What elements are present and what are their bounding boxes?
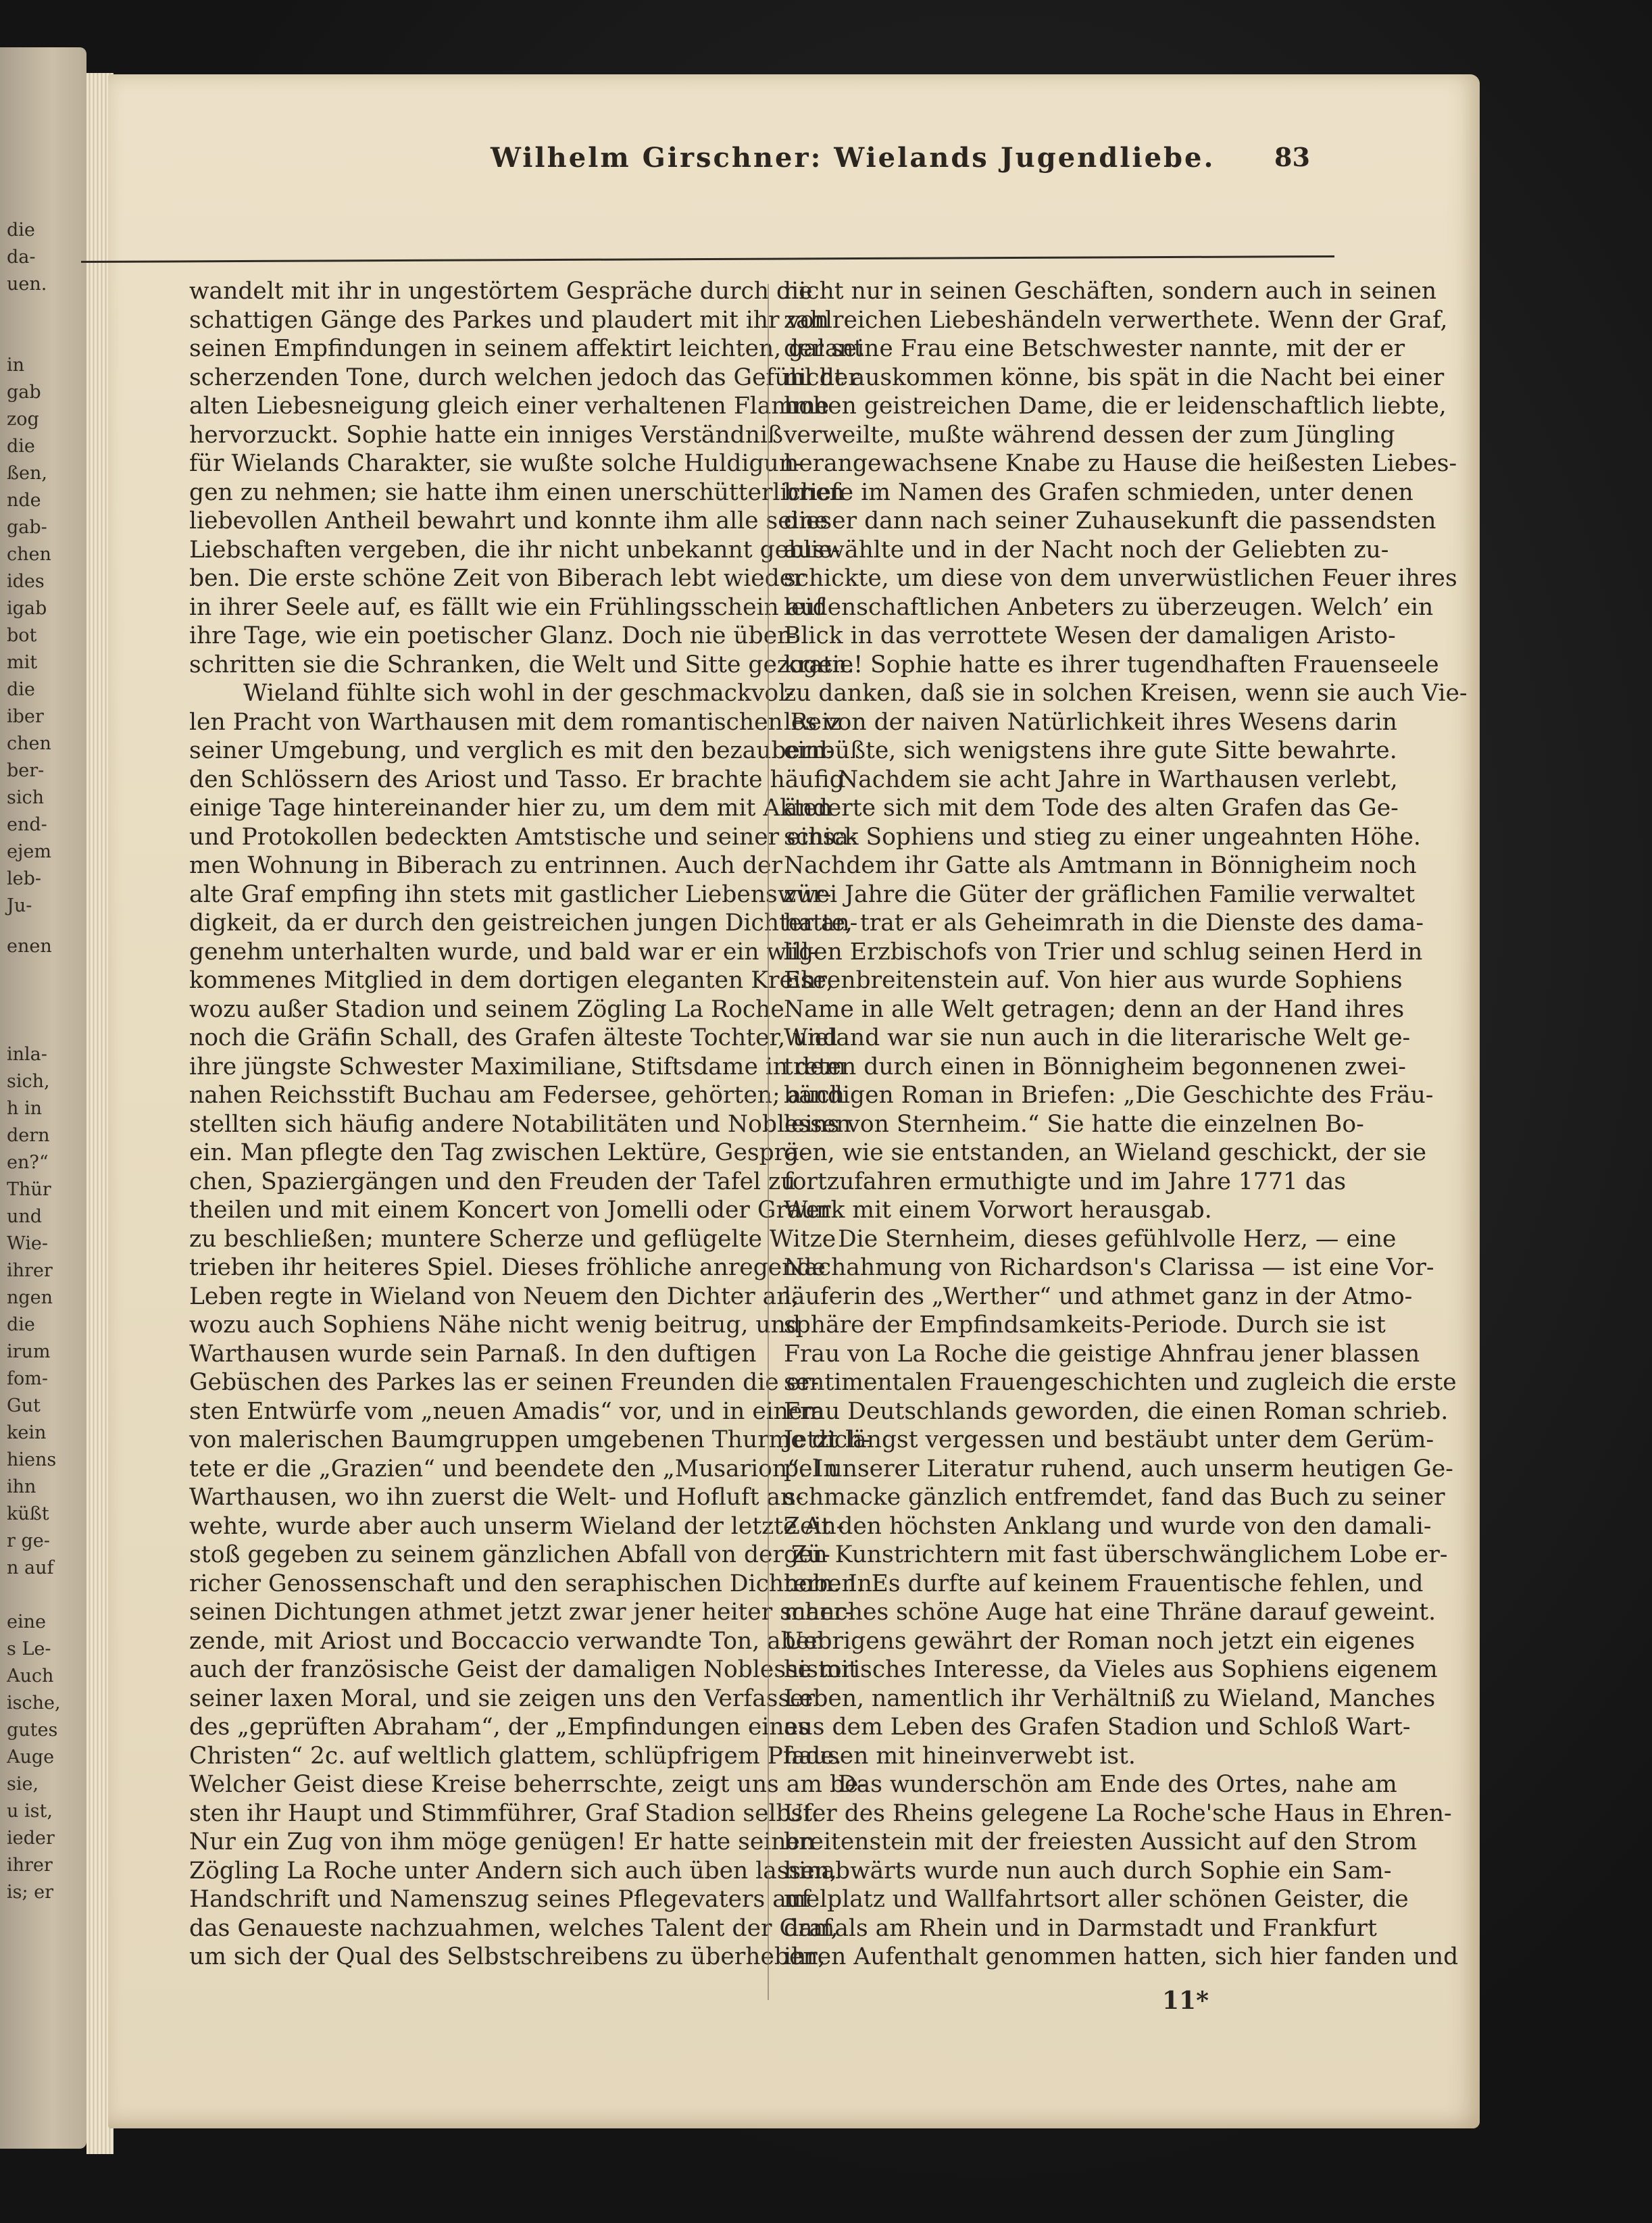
left-page-fragment: sich bbox=[7, 787, 45, 808]
left-page-fragment: kein bbox=[7, 1422, 47, 1443]
left-page-fragment: enen bbox=[7, 936, 52, 957]
text-line: von malerischen Baumgruppen umgebenen Thurme dich- bbox=[189, 1426, 871, 1453]
text-line: gen Kunstrichtern mit fast überschwänglichem Lobe er- bbox=[784, 1541, 1448, 1568]
text-line: richer Genossenschaft und den seraphischen Dichtern. In bbox=[189, 1570, 872, 1597]
text-line: ligen Erzbischofs von Trier und schlug seinen Herd in bbox=[784, 938, 1423, 966]
text-line: Das wunderschön am Ende des Ortes, nahe am bbox=[838, 1771, 1397, 1798]
text-line: kratie! Sophie hatte es ihrer tugendhaften Frauenseele bbox=[784, 651, 1439, 678]
page-number: 83 bbox=[1274, 142, 1310, 172]
text-line: alten Liebesneigung gleich einer verhaltenen Flamme bbox=[189, 393, 830, 420]
text-line: Nachahmung von Richardson's Clarissa — ist eine Vor- bbox=[784, 1254, 1434, 1281]
text-line: Welcher Geist diese Kreise beherrschte, zeigt uns am be- bbox=[189, 1771, 867, 1798]
left-page-fragment: is; er bbox=[7, 1882, 54, 1903]
text-line: sten Entwürfe vom „neuen Amadis“ vor, und in einem bbox=[189, 1397, 825, 1425]
text-line: dieser dann nach seiner Zuhausekunft die passendsten bbox=[784, 507, 1436, 534]
left-page-fragment: iber bbox=[7, 706, 44, 727]
text-line: Wieland fühlte sich wohl in der geschmackvol- bbox=[243, 680, 794, 707]
left-page-fragment: irum bbox=[7, 1341, 51, 1362]
text-line: hausen mit hineinverwebt ist. bbox=[784, 1742, 1136, 1770]
text-line: zwei Jahre die Güter der gräflichen Familie verwaltet bbox=[784, 880, 1415, 908]
text-line: für Wielands Charakter, sie wußte solche Huldigun- bbox=[189, 450, 802, 477]
left-page-fragment: hiens bbox=[7, 1449, 57, 1470]
text-line: der seine Frau eine Betschwester nannte, mit der er bbox=[784, 335, 1405, 362]
page-header bbox=[85, 142, 1355, 182]
left-page-fragment: gab bbox=[7, 382, 41, 403]
text-line: nahen Reichsstift Buchau am Federsee, gehörten; auch bbox=[189, 1082, 845, 1109]
left-page-fragment: sie, bbox=[7, 1774, 39, 1795]
text-line: wandelt mit ihr in ungestörtem Gespräche durch die bbox=[189, 278, 813, 305]
text-line: nicht auskommen könne, bis spät in die Nacht bei einer bbox=[784, 364, 1445, 391]
text-line: ein. Man pflegte den Tag zwischen Lektüre, Gesprä- bbox=[189, 1139, 807, 1166]
left-page-fragment: gutes bbox=[7, 1720, 58, 1741]
left-page-fragment: ber- bbox=[7, 760, 45, 781]
text-line: Zögling La Roche unter Andern sich auch üben lassen, bbox=[189, 1857, 837, 1884]
text-line: änderte sich mit dem Tode des alten Grafen das Ge- bbox=[784, 795, 1399, 822]
left-page-fragment: Auge bbox=[7, 1747, 55, 1768]
left-page-fragment: uen. bbox=[7, 274, 47, 295]
text-line: Ehrenbreitenstein auf. Von hier aus wurde Sophiens bbox=[784, 967, 1403, 994]
text-line: Handschrift und Namenszug seines Pflegevaters auf bbox=[189, 1886, 810, 1913]
left-page-fragment: Auch bbox=[7, 1666, 54, 1687]
left-page-fragment: ides bbox=[7, 571, 45, 592]
left-page-fragment: r ge- bbox=[7, 1530, 50, 1551]
text-line: kommenes Mitglied in dem dortigen eleganten Kreise, bbox=[189, 967, 834, 994]
text-line: seinen Empfindungen in seinem affektirt leichten, galant bbox=[189, 335, 863, 362]
text-line: briefe im Namen des Grafen schmieden, unter denen bbox=[784, 478, 1413, 506]
text-line: gen zu nehmen; sie hatte ihm einen unerschütterlichen bbox=[189, 478, 845, 506]
left-page-fragment: ngen bbox=[7, 1287, 53, 1308]
text-line: gen, wie sie entstanden, an Wieland geschickt, der sie bbox=[784, 1139, 1427, 1166]
text-line: manches schöne Auge hat eine Thräne darauf geweint. bbox=[784, 1599, 1436, 1626]
text-line: auswählte und in der Nacht noch der Geliebten zu- bbox=[784, 536, 1389, 564]
text-line: Warthausen, wo ihn zuerst die Welt- und Hofluft an- bbox=[189, 1484, 803, 1511]
text-line: leidenschaftlichen Anbeters zu überzeugen. Welch’ ein bbox=[784, 593, 1434, 621]
text-line: Leben regte in Wieland von Neuem den Dichter an, bbox=[189, 1282, 799, 1310]
text-line: sentimentalen Frauengeschichten und zugleich die erste bbox=[784, 1369, 1457, 1396]
left-page-fragment: chen bbox=[7, 733, 51, 754]
text-line: chen, Spaziergängen und den Freuden der Tafel zu bbox=[189, 1168, 796, 1195]
running-title: Wilhelm Girschner: Wielands Jugendliebe. bbox=[491, 142, 1216, 174]
text-line: trieben ihr heiteres Spiel. Dieses fröhliche anregende bbox=[189, 1254, 826, 1281]
text-line: hohen geistreichen Dame, die er leidenschaftlich liebte, bbox=[784, 393, 1447, 420]
left-page-fragment: dern bbox=[7, 1125, 50, 1146]
text-line: Nur ein Zug von ihm möge genügen! Er hatte seinen bbox=[189, 1828, 816, 1855]
text-line: ihre Tage, wie ein poetischer Glanz. Doch nie über- bbox=[189, 622, 797, 649]
text-line: hinabwärts wurde nun auch durch Sophie ein Sam- bbox=[784, 1857, 1392, 1884]
text-line: herangewachsene Knabe zu Hause die heißesten Liebes- bbox=[784, 450, 1457, 477]
left-page-fragment: mit bbox=[7, 652, 38, 673]
signature-mark: 11* bbox=[1162, 1987, 1209, 2015]
text-line: ihre jüngste Schwester Maximiliane, Stiftsdame in dem bbox=[189, 1053, 847, 1080]
left-page-fragment: die bbox=[7, 1314, 35, 1335]
left-page-fragment: igab bbox=[7, 598, 47, 619]
text-line: schickte, um diese von dem unverwüstlichen Feuer ihres bbox=[784, 565, 1457, 592]
text-line: les von der naiven Natürlichkeit ihres Wesens darin bbox=[784, 708, 1397, 736]
left-page-fragment: leb- bbox=[7, 868, 42, 889]
text-line: Die Sternheim, dieses gefühlvolle Herz, — eine bbox=[838, 1225, 1397, 1253]
text-line: nicht nur in seinen Geschäften, sondern auch in seinen bbox=[784, 278, 1437, 305]
text-line: hoben. Es durfte auf keinem Frauentische fehlen, und bbox=[784, 1570, 1424, 1597]
text-line: Blick in das verrottete Wesen der damaligen Aristo- bbox=[784, 622, 1396, 649]
text-line: ben. Die erste schöne Zeit von Biberach lebt wieder bbox=[189, 565, 805, 592]
left-page-fragment: zog bbox=[7, 409, 39, 430]
left-page-fragment: gab- bbox=[7, 517, 47, 538]
text-line: alte Graf empfing ihn stets mit gastlicher Liebenswür- bbox=[189, 880, 832, 908]
text-line: tete er die „Grazien“ und beendete den „Musarion“. In bbox=[189, 1455, 838, 1482]
text-line: historisches Interesse, da Vieles aus Sophiens eigenem bbox=[784, 1656, 1438, 1683]
text-line: läuferin des „Werther“ und athmet ganz in der Atmo- bbox=[784, 1282, 1413, 1310]
left-page-fragment: end- bbox=[7, 814, 47, 835]
left-page-fragment: u ist, bbox=[7, 1801, 53, 1822]
left-page-fragment: chen bbox=[7, 544, 51, 565]
text-line: schick Sophiens und stieg zu einer ungeahnten Höhe. bbox=[784, 823, 1421, 851]
left-page-fragment: h in bbox=[7, 1098, 42, 1119]
text-line: einige Tage hintereinander hier zu, um dem mit Akten bbox=[189, 795, 832, 822]
text-line: stoß gegeben zu seinem gänzlichen Abfall von der Zü- bbox=[189, 1541, 830, 1568]
text-line: des „geprüften Abraham“, der „Empfindungen eines bbox=[189, 1714, 810, 1741]
text-line: wehte, wurde aber auch unserm Wieland der letzte An- bbox=[189, 1512, 845, 1540]
left-page-fragment: und bbox=[7, 1206, 43, 1227]
text-line: Nachdem ihr Gatte als Amtmann in Bönnigheim noch bbox=[784, 852, 1417, 879]
text-line: bändigen Roman in Briefen: „Die Geschichte des Fräu- bbox=[784, 1082, 1434, 1109]
left-page-fragment: ihrer bbox=[7, 1855, 53, 1876]
text-line: scherzenden Tone, durch welchen jedoch das Gefühl der bbox=[189, 364, 859, 391]
left-page-fragment: eine bbox=[7, 1612, 46, 1632]
text-line: und Protokollen bedeckten Amtstische und seiner einsa- bbox=[189, 823, 857, 851]
text-line: Liebschaften vergeben, die ihr nicht unbekannt geblie- bbox=[189, 536, 841, 564]
text-line: seinen Dichtungen athmet jetzt zwar jener heiter scher- bbox=[189, 1599, 853, 1626]
column-divider bbox=[768, 284, 769, 2000]
text-line: Leben, namentlich ihr Verhältniß zu Wieland, Manches bbox=[784, 1684, 1436, 1712]
text-line: genehm unterhalten wurde, und bald war er ein will- bbox=[189, 938, 817, 966]
text-line: Warthausen wurde sein Parnaß. In den duftigen bbox=[189, 1340, 757, 1368]
text-line: Uebrigens gewährt der Roman noch jetzt ein eigenes bbox=[784, 1627, 1416, 1655]
text-line: um sich der Qual des Selbstschreibens zu überheben, bbox=[189, 1943, 826, 1970]
text-line: digkeit, da er durch den geistreichen jungen Dichter an- bbox=[189, 909, 858, 936]
text-line: Nachdem sie acht Jahre in Warthausen verlebt, bbox=[838, 766, 1398, 793]
text-line: das Genaueste nachzuahmen, welches Talent der Graf, bbox=[189, 1914, 838, 1942]
text-line: men Wohnung in Biberach zu entrinnen. Auch der bbox=[189, 852, 782, 879]
left-page-fragment: die bbox=[7, 436, 35, 457]
text-line: seiner Umgebung, und verglich es mit den bezaubern- bbox=[189, 737, 834, 764]
text-line: stellten sich häufig andere Notabilitäten und Noblessen bbox=[189, 1110, 851, 1138]
text-line: theilen und mit einem Koncert von Jomelli oder Graun bbox=[189, 1197, 831, 1224]
left-page-fragment: da- bbox=[7, 247, 36, 268]
left-page-fragment: fom- bbox=[7, 1368, 48, 1389]
text-line: Gebüschen des Parkes las er seinen Freunden die er- bbox=[189, 1369, 820, 1396]
left-page-fragment: ihn bbox=[7, 1476, 36, 1497]
left-page-fragment: ejem bbox=[7, 841, 51, 862]
text-line: schritten sie die Schranken, die Welt und Sitte gezogen. bbox=[189, 651, 855, 678]
text-line: Name in alle Welt getragen; denn an der Hand ihres bbox=[784, 995, 1405, 1023]
left-page-fragment: sich, bbox=[7, 1071, 50, 1092]
column-right bbox=[784, 277, 1468, 1972]
text-line: den Schlössern des Ariost und Tasso. Er brachte häufig bbox=[189, 766, 845, 793]
text-line: hatte, trat er als Geheimrath in die Dienste des dama- bbox=[784, 909, 1424, 936]
text-line: schattigen Gänge des Parkes und plaudert mit ihr von bbox=[189, 306, 829, 334]
left-page-fragment: Ju- bbox=[7, 895, 32, 916]
left-page-fragment: ische, bbox=[7, 1693, 61, 1714]
text-line: Frau Deutschlands geworden, die einen Roman schrieb. bbox=[784, 1397, 1449, 1425]
column-left bbox=[189, 277, 872, 1972]
left-page-fragment: Gut bbox=[7, 1395, 41, 1416]
text-line: zende, mit Ariost und Boccaccio verwandte Ton, aber bbox=[189, 1627, 821, 1655]
text-line: Jetzt längst vergessen und bestäubt unter dem Gerüm- bbox=[784, 1426, 1434, 1453]
text-line: Ufer des Rheins gelegene La Roche'sche Haus in Ehren- bbox=[784, 1799, 1452, 1827]
text-line: breitenstein mit der freiesten Aussicht auf den Strom bbox=[784, 1828, 1418, 1855]
text-line: Frau von La Roche die geistige Ahnfrau jener blassen bbox=[784, 1340, 1420, 1368]
text-line: Christen“ 2c. auf weltlich glattem, schlüpfrigem Pfade. bbox=[189, 1742, 842, 1770]
left-page-fragment: in bbox=[7, 355, 25, 376]
text-line: aus dem Leben des Grafen Stadion und Schloß Wart- bbox=[784, 1714, 1411, 1741]
text-line: zu beschließen; muntere Scherze und geflügelte Witze bbox=[189, 1225, 836, 1253]
text-line: seiner laxen Moral, und sie zeigen uns den Verfasser bbox=[189, 1684, 816, 1712]
text-line: sten ihr Haupt und Stimmführer, Graf Stadion selbst. bbox=[189, 1799, 820, 1827]
text-line: fortzufahren ermuthigte und im Jahre 1771 das bbox=[784, 1168, 1347, 1195]
text-line: schmacke gänzlich entfremdet, fand das Buch zu seiner bbox=[784, 1484, 1445, 1511]
text-line: Wieland war sie nun auch in die literarische Welt ge- bbox=[784, 1024, 1411, 1051]
left-page-fragment: bot bbox=[7, 625, 37, 646]
left-page-fragment: n auf bbox=[7, 1557, 54, 1578]
left-page-fragment: inla- bbox=[7, 1044, 47, 1065]
text-line: pel unserer Literatur ruhend, auch unserm heutigen Ge- bbox=[784, 1455, 1453, 1482]
text-line: leins von Sternheim.“ Sie hatte die einzelnen Bo- bbox=[784, 1110, 1364, 1138]
text-line: einbüßte, sich wenigstens ihre gute Sitte bewahrte. bbox=[784, 737, 1397, 764]
text-line: ihren Aufenthalt genommen hatten, sich hier fanden und bbox=[784, 1943, 1459, 1970]
left-page-fragment: die bbox=[7, 679, 35, 700]
left-page-fragment: ieder bbox=[7, 1828, 55, 1849]
left-page-fragment: Wie- bbox=[7, 1233, 49, 1254]
text-line: melplatz und Wallfahrtsort aller schönen Geister, die bbox=[784, 1886, 1409, 1913]
text-line: in ihrer Seele auf, es fällt wie ein Frühlingsschein auf bbox=[189, 593, 824, 621]
text-line: wozu außer Stadion und seinem Zögling La Roche bbox=[189, 995, 784, 1023]
left-page-margin bbox=[0, 47, 86, 2149]
text-line: damals am Rhein und in Darmstadt und Frankfurt bbox=[784, 1914, 1377, 1942]
left-page-fragment: Thür bbox=[7, 1179, 51, 1200]
text-line: wozu auch Sophiens Nähe nicht wenig beitrug, und bbox=[189, 1312, 801, 1339]
text-line: len Pracht von Warthausen mit dem romantischen Reiz bbox=[189, 708, 842, 736]
left-page-fragment: ihrer bbox=[7, 1260, 53, 1281]
text-line: liebevollen Antheil bewahrt und konnte ihm alle seine bbox=[189, 507, 828, 534]
text-line: treten durch einen in Bönnigheim begonnenen zwei- bbox=[784, 1053, 1406, 1080]
text-line: noch die Gräfin Schall, des Grafen älteste Tochter, und bbox=[189, 1024, 838, 1051]
left-page-fragment: nde bbox=[7, 490, 41, 511]
left-page-fragment: küßt bbox=[7, 1503, 49, 1524]
text-line: Zeit den höchsten Anklang und wurde von den damali- bbox=[784, 1512, 1432, 1540]
text-line: sphäre der Empfindsamkeits-Periode. Durch sie ist bbox=[784, 1312, 1386, 1339]
text-line: auch der französische Geist der damaligen Noblesse mit bbox=[189, 1656, 858, 1683]
left-page-fragment: en?“ bbox=[7, 1152, 49, 1173]
left-page-fragment: s Le- bbox=[7, 1639, 51, 1659]
left-page-fragment: ßen, bbox=[7, 463, 47, 484]
text-line: Werk mit einem Vorwort herausgab. bbox=[784, 1197, 1212, 1224]
text-line: zahlreichen Liebeshändeln verwerthete. Wenn der Graf, bbox=[784, 306, 1448, 334]
left-page-fragment: die bbox=[7, 220, 35, 241]
text-line: hervorzuckt. Sophie hatte ein inniges Verständniß bbox=[189, 421, 784, 449]
text-line: zu danken, daß sie in solchen Kreisen, wenn sie auch Vie- bbox=[784, 680, 1468, 707]
text-line: verweilte, mußte während dessen der zum Jüngling bbox=[784, 421, 1395, 449]
